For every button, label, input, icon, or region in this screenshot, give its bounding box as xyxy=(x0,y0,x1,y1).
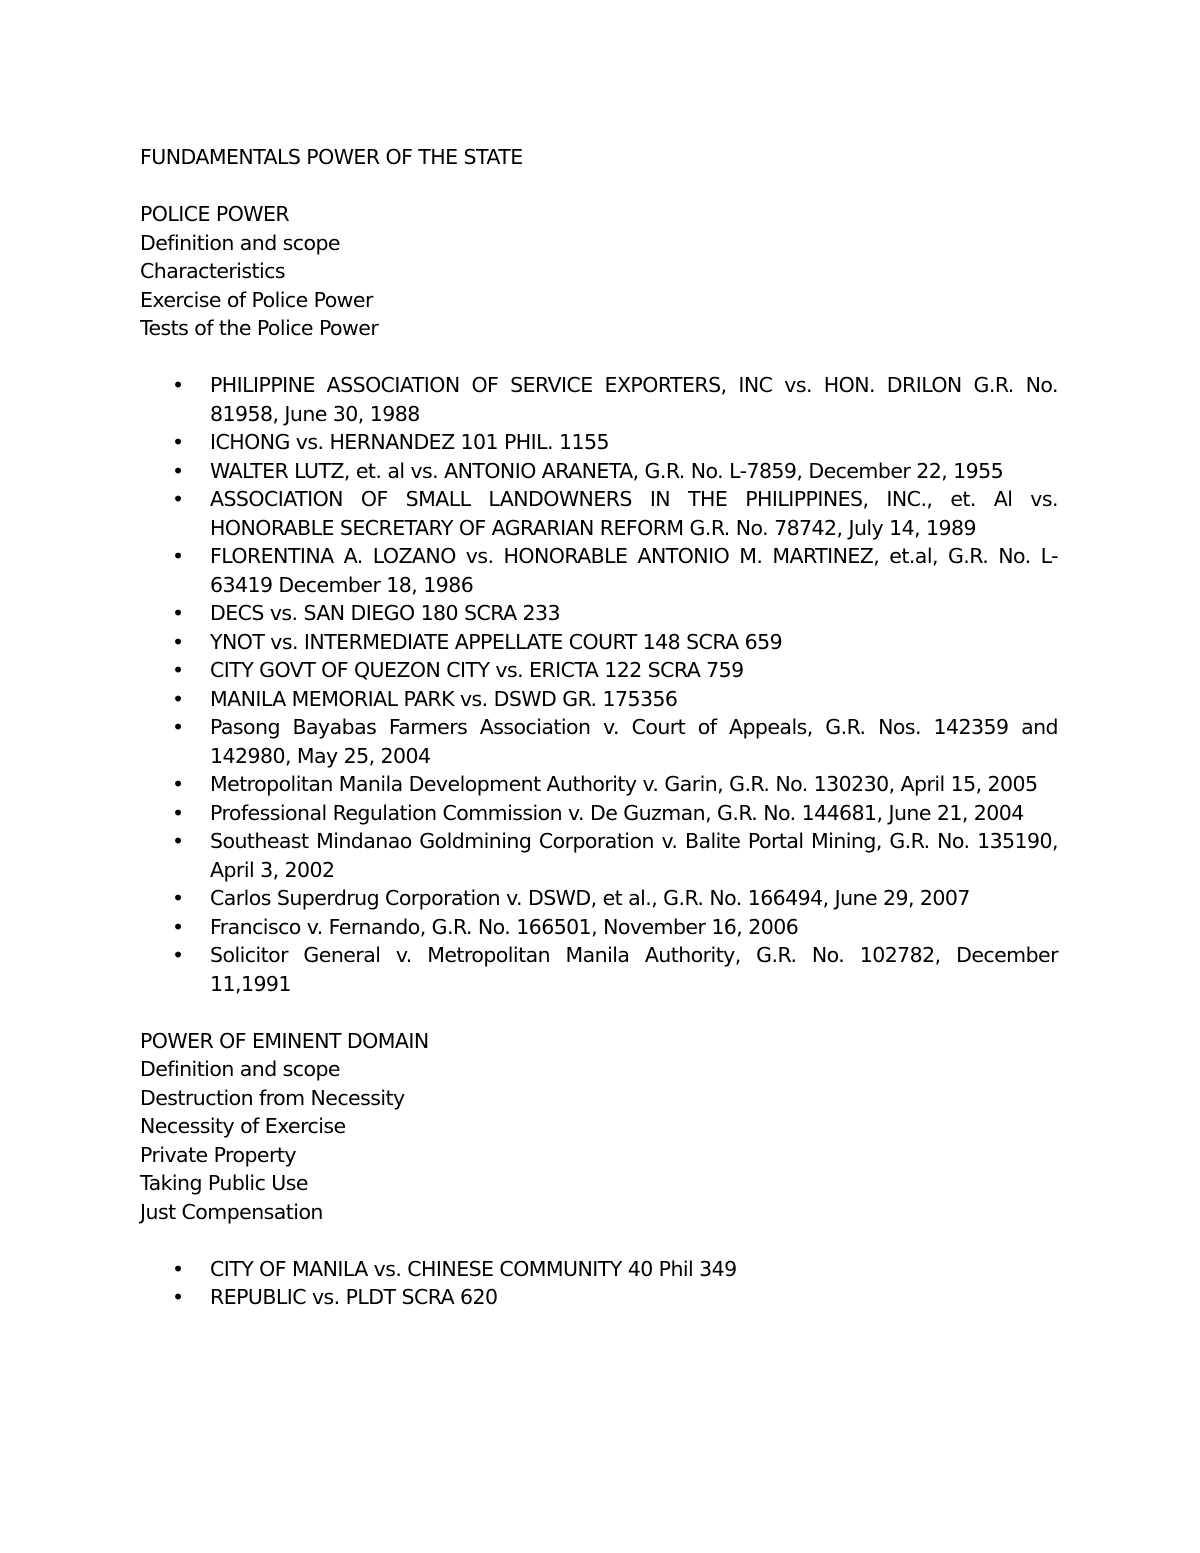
case-item xyxy=(140,770,1058,799)
case-text: ASSOCIATION OF SMALL LANDOWNERS IN THE PHILIPPINES, INC., et. Al vs. HONORABLE SECRETARY OF AGRARIAN REFORM G.R. No. 78742, July 14, 1989 xyxy=(210,487,1058,540)
bullet-icon: • xyxy=(172,914,184,939)
topic-item: Destruction from Necessity xyxy=(140,1085,405,1110)
case-text: PHILIPPINE ASSOCIATION OF SERVICE EXPORTERS, INC vs. HON. DRILON G.R. No. 81958, June 30, 1988 xyxy=(210,373,1058,426)
topic-item: Exercise of Police Power xyxy=(140,287,373,312)
bullet-icon: • xyxy=(172,487,184,511)
case-text: YNOT vs. INTERMEDIATE APPELLATE COURT 148 SCRA 659 xyxy=(210,629,783,654)
case-item xyxy=(140,1255,1058,1284)
topic-item: Private Property xyxy=(140,1142,296,1167)
case-item xyxy=(140,884,1058,913)
case-text: Professional Regulation Commission v. De Guzman, G.R. No. 144681, June 21, 2004 xyxy=(210,800,1024,825)
case-item xyxy=(140,827,1058,884)
case-item xyxy=(140,371,1058,428)
spacer xyxy=(140,1226,1058,1255)
topic-item: Characteristics xyxy=(140,259,286,283)
bullet-icon: • xyxy=(172,658,184,682)
case-item xyxy=(140,457,1058,486)
case-text: CITY OF MANILA vs. CHINESE COMMUNITY 40 Phil 349 xyxy=(210,1256,737,1281)
document-title: FUNDAMENTALS POWER OF THE STATE xyxy=(140,145,523,169)
topic-item: Necessity of Exercise xyxy=(140,1114,346,1138)
case-item xyxy=(140,1283,1058,1312)
bullet-icon: • xyxy=(172,829,184,853)
bullet-icon: • xyxy=(172,458,184,483)
bullet-icon: • xyxy=(172,544,184,568)
topic-item: Taking Public Use xyxy=(140,1171,308,1195)
case-text: MANILA MEMORIAL PARK vs. DSWD GR. 175356 xyxy=(210,686,678,711)
bullet-icon: • xyxy=(172,772,184,796)
case-item xyxy=(140,599,1058,628)
case-item xyxy=(140,485,1058,542)
case-text: Metropolitan Manila Development Authority v. Garin, G.R. No. 130230, April 15, 2005 xyxy=(210,772,1038,796)
case-text: FLORENTINA A. LOZANO vs. HONORABLE ANTONIO M. MARTINEZ, et.al, G.R. No. L-63419 December 18, 1986 xyxy=(210,544,1058,597)
case-text: CITY GOVT OF QUEZON CITY vs. ERICTA 122 SCRA 759 xyxy=(210,658,744,682)
section-police-power xyxy=(140,200,1058,998)
bullet-icon: • xyxy=(172,430,184,454)
section-eminent-domain xyxy=(140,1027,1058,1312)
case-item xyxy=(140,941,1058,998)
section-heading: POWER OF EMINENT DOMAIN xyxy=(140,1028,429,1053)
topic-item: Definition and scope xyxy=(140,1057,340,1081)
topic-item: Definition and scope xyxy=(140,230,340,255)
case-text: ICHONG vs. HERNANDEZ 101 PHIL. 1155 xyxy=(210,430,609,454)
spacer xyxy=(140,343,1058,372)
case-text: WALTER LUTZ, et. al vs. ANTONIO ARANETA, G.R. No. L-7859, December 22, 1955 xyxy=(210,458,1004,483)
topic-item: Tests of the Police Power xyxy=(140,316,379,340)
bullet-icon: • xyxy=(172,943,184,967)
case-text: Solicitor General v. Metropolitan Manila Authority, G.R. No. 102782, December 11,1991 xyxy=(210,943,1058,996)
bullet-icon: • xyxy=(172,800,184,825)
case-item xyxy=(140,428,1058,457)
bullet-icon: • xyxy=(172,686,184,711)
case-text: REPUBLIC vs. PLDT SCRA 620 xyxy=(210,1285,498,1309)
bullet-icon: • xyxy=(172,715,184,739)
document-page xyxy=(140,143,1058,1312)
case-item xyxy=(140,913,1058,942)
bullet-icon: • xyxy=(172,373,184,397)
bullet-icon: • xyxy=(172,629,184,654)
bullet-icon: • xyxy=(172,886,184,910)
case-text: Pasong Bayabas Farmers Association v. Court of Appeals, G.R. Nos. 142359 and 142980, May 25, 2004 xyxy=(210,715,1058,768)
case-list xyxy=(140,371,1058,998)
spacer xyxy=(140,172,1058,201)
topic-item: Just Compensation xyxy=(140,1199,323,1224)
spacer xyxy=(140,998,1058,1027)
case-item xyxy=(140,799,1058,828)
case-item xyxy=(140,713,1058,770)
case-item xyxy=(140,685,1058,714)
case-list xyxy=(140,1255,1058,1312)
bullet-icon: • xyxy=(172,1285,184,1309)
case-item xyxy=(140,628,1058,657)
section-heading: POLICE POWER xyxy=(140,202,290,226)
case-text: Carlos Superdrug Corporation v. DSWD, et al., G.R. No. 166494, June 29, 2007 xyxy=(210,886,970,910)
bullet-icon: • xyxy=(172,1256,184,1281)
case-item xyxy=(140,542,1058,599)
bullet-icon: • xyxy=(172,601,184,625)
case-text: DECS vs. SAN DIEGO 180 SCRA 233 xyxy=(210,601,561,625)
case-item xyxy=(140,656,1058,685)
case-text: Francisco v. Fernando, G.R. No. 166501, November 16, 2006 xyxy=(210,914,799,939)
case-text: Southeast Mindanao Goldmining Corporation v. Balite Portal Mining, G.R. No. 135190, April 3, 2002 xyxy=(210,829,1058,882)
